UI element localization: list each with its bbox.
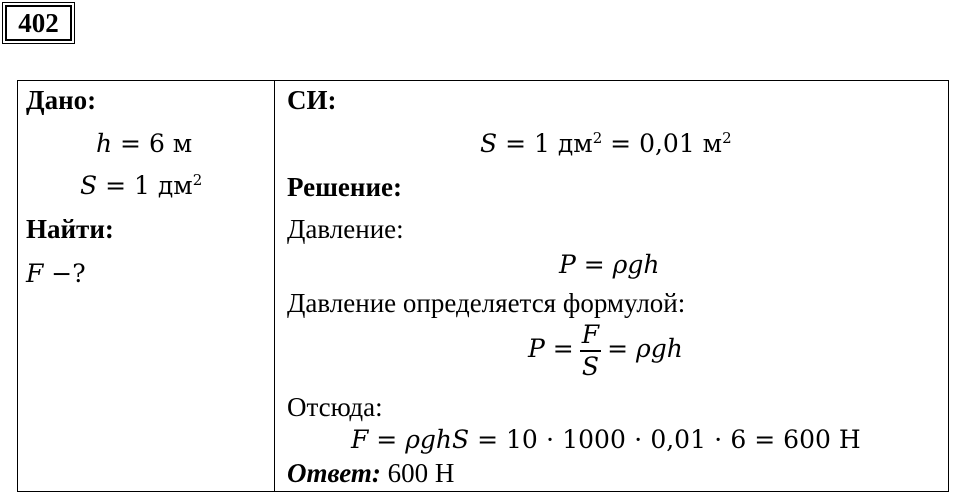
hence-label: Отсюда: [287, 392, 383, 422]
force-variable: F [26, 259, 44, 288]
formula2-lhs: P [528, 334, 545, 363]
problem-number: 402 [5, 5, 72, 41]
result-variable: F [351, 425, 369, 454]
area-exponent: 2 [192, 171, 203, 189]
si-conversion [480, 128, 732, 160]
solution-header: Решение: [287, 172, 402, 202]
pressure-fraction-formula [528, 317, 683, 382]
si-area-dm: = 1 дм [497, 129, 593, 158]
result-calculation: = 10 ⋅ 1000 ⋅ 0,01 ⋅ 6 = 600 Н [469, 425, 861, 454]
answer-line [287, 457, 454, 489]
answer-value: 600 Н [380, 458, 455, 488]
find-header: Найти: [26, 214, 114, 244]
fraction-numerator: F [580, 320, 601, 352]
si-area-m: = 0,01 м [602, 129, 723, 158]
find-force [26, 258, 86, 290]
si-header: СИ: [287, 85, 337, 115]
result-formula [351, 424, 861, 456]
si-area-variable: S [480, 129, 498, 158]
area-variable: S [80, 171, 98, 200]
given-height [96, 128, 192, 160]
area-value: = 1 дм [97, 171, 193, 200]
result-expression: ρghS [405, 425, 470, 454]
pressure-label: Давление: [287, 214, 404, 244]
given-header: Дано: [26, 85, 97, 115]
formula2-equals-2: = [607, 334, 636, 363]
given-area [80, 170, 202, 202]
height-variable: h [96, 129, 113, 158]
pressure-formula [559, 249, 659, 281]
formula1-rhs: ρgh [612, 250, 660, 279]
formula2-rhs: ρgh [636, 334, 683, 363]
si-exponent-dm: 2 [592, 129, 603, 147]
force-question: −? [43, 259, 86, 288]
formula2-equals-1: = [544, 334, 574, 363]
column-divider [274, 81, 275, 491]
formula1-equals: = [575, 250, 613, 279]
formula1-lhs: P [559, 250, 576, 279]
si-exponent-m: 2 [722, 129, 732, 147]
pressure-definition: Давление определяется формулой: [287, 288, 686, 318]
result-equals: = [368, 425, 406, 454]
force-over-area-fraction [580, 320, 601, 382]
fraction-denominator: S [581, 351, 599, 381]
solution-table [17, 80, 949, 492]
answer-label: Ответ: [287, 458, 381, 488]
height-value: = 6 м [112, 129, 193, 158]
